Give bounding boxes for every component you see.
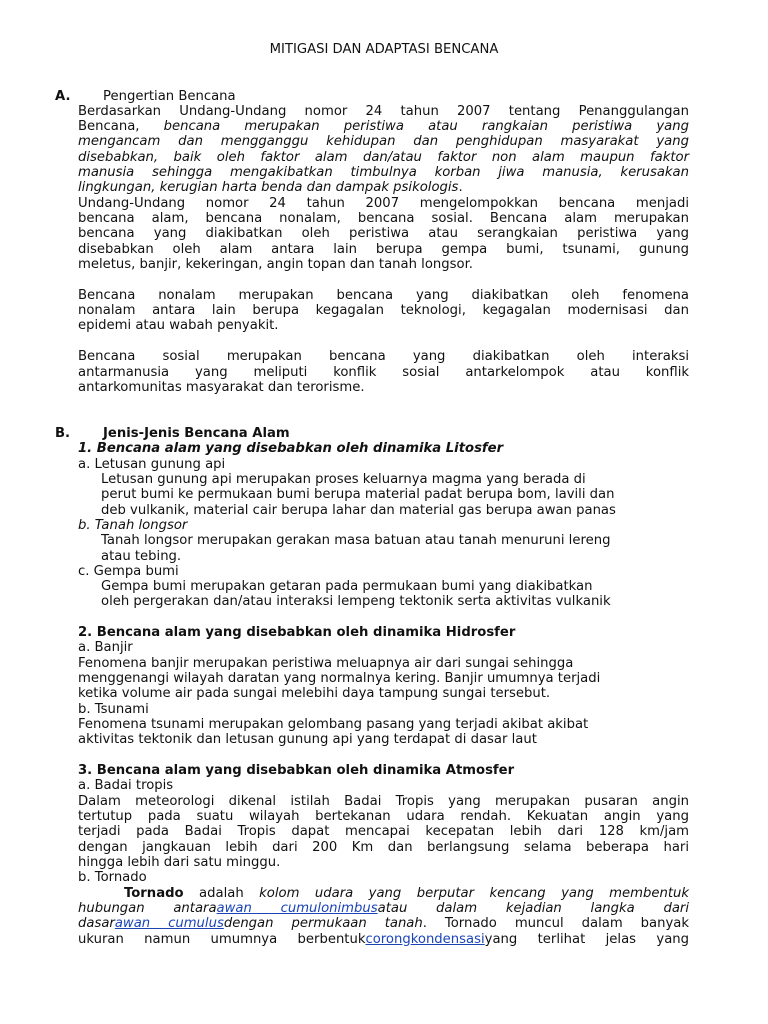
para2-line1: Undang-Undang nomor 24 tahun 2007 mengelompokkan bencana menjadi (78, 196, 689, 211)
subsection-2-heading: 2. Bencana alam yang disebabkan oleh dinamika Hidrosfer (78, 625, 516, 640)
item-3a-line2: tertutup pada suatu wilayah bertekanan udara rendah. Kekuatan angin yang (78, 809, 689, 824)
subsection-3-heading: 3. Bencana alam yang disebabkan oleh dinamika Atmosfer (78, 763, 515, 778)
item-2b-line1: Fenomena tsunami merupakan gelombang pasang yang terjadi akibat akibat (78, 717, 589, 732)
item-1c-line1: Gempa bumi merupakan getaran pada permukaan bumi yang diakibatkan (101, 579, 593, 594)
item-1c-line2: oleh pergerakan dan/atau interaksi lempeng tektonik serta aktivitas vulkanik (101, 594, 611, 609)
subsection-1-heading: 1. Bencana alam yang disebabkan oleh dinamika Litosfer (78, 441, 504, 456)
item-3b-line3-italic: dengan permukaan tanah (223, 916, 423, 931)
item-3b-label: b. Tornado (78, 870, 147, 885)
para3-line2: nonalam antara lain berupa kegagalan teknologi, kegagalan modernisasi dan (78, 303, 689, 318)
tornado-term: Tornado (124, 886, 184, 901)
section-b-heading: Jenis-Jenis Bencana Alam (103, 426, 290, 441)
item-3b-line3 (78, 916, 689, 931)
item-3b-line1-text: adalah (183, 886, 260, 901)
item-2a-line1: Fenomena banjir merupakan peristiwa meluapnya air dari sungai sehingga (78, 656, 574, 671)
para1-line2 (78, 119, 689, 134)
para1-line6 (78, 180, 463, 195)
item-1b-line1: Tanah longsor merupakan gerakan masa batuan atau tanah menuruni lereng (101, 533, 611, 548)
para3-line1: Bencana nonalam merupakan bencana yang diakibatkan oleh fenomena (78, 288, 689, 303)
item-3b-line1 (124, 886, 689, 901)
item-3b-line4-start: ukuran namun umumnya berbentuk (78, 932, 366, 947)
para1-line3: mengancam dan mengganggu kehidupan dan penghidupan masyarakat yang (78, 134, 689, 149)
para1-line2-italic: bencana merupakan peristiwa atau rangkaian peristiwa yang (163, 119, 689, 134)
item-3b-line1-italic: kolom udara yang berputar kencang yang membentuk (259, 886, 689, 901)
kondensasi-link[interactable]: kondensasi (410, 932, 485, 947)
item-3b-line3-start: dasar (78, 916, 115, 931)
document-title: MITIGASI DAN ADAPTASI BENCANA (269, 42, 499, 57)
section-a-heading: Pengertian Bencana (103, 89, 236, 104)
item-3a-line3: terjadi pada Badai Tropis dapat mencapai kecepatan lebih dari 128 km/jam (78, 824, 689, 839)
para3-line3: epidemi atau wabah penyakit. (78, 318, 279, 333)
item-2b-line2: aktivitas tektonik dan letusan gunung api yang terdapat di dasar laut (78, 732, 537, 747)
item-3b-line4 (78, 932, 689, 947)
para1-line4: disebabkan, baik oleh faktor alam dan/atau faktor non alam maupun faktor (78, 150, 689, 165)
item-3b-line2-start: hubungan antara (78, 901, 217, 916)
item-3a-label: a. Badai tropis (78, 778, 174, 793)
item-3a-line4: dengan jangkauan lebih dari 200 Km dan berlangsung selama beberapa hari (78, 840, 689, 855)
item-3a-line1: Dalam meteorologi dikenal istilah Badai Tropis yang merupakan pusaran angin (78, 794, 689, 809)
para2-line4: disebabkan oleh alam antara lain berupa gempa bumi, tsunami, gunung (78, 242, 689, 257)
item-3b-line4-end: yang terlihat jelas yang (484, 932, 689, 947)
item-1b-label: b. Tanah longsor (78, 518, 188, 533)
item-2a-line3: ketika volume air pada sungai melebihi daya tampung sungai tersebut. (78, 686, 551, 701)
para2-line5: meletus, banjir, kekeringan, angin topan dan tanah longsor. (78, 257, 473, 272)
item-1a-line1: Letusan gunung api merupakan proses keluarnya magma yang berada di (101, 472, 586, 487)
item-3b-line2 (78, 901, 689, 916)
para4-line1: Bencana sosial merupakan bencana yang diakibatkan oleh interaksi (78, 349, 689, 364)
section-a-marker: A. (55, 89, 71, 104)
para1-line6-italic: lingkungan, kerugian harta benda dan dampak psikologis (78, 180, 459, 195)
item-3b-line2-end: atau dalam kejadian langka dari (377, 901, 689, 916)
para2-line2: bencana alam, bencana nonalam, bencana sosial. Bencana alam merupakan (78, 211, 689, 226)
cumulus-link[interactable]: awan cumulus (114, 916, 224, 931)
section-b-marker: B. (55, 426, 71, 441)
item-2a-label: a. Banjir (78, 640, 133, 655)
item-1a-line2: perut bumi ke permukaan bumi berupa material padat berupa bom, lavili dan (101, 487, 615, 502)
para1-line2-text: Bencana, (78, 119, 164, 134)
para2-line3: bencana yang diakibatkan oleh peristiwa atau serangkaian peristiwa yang (78, 226, 689, 241)
item-2a-line2: menggenangi wilayah daratan yang normalnya kering. Banjir umumnya terjadi (78, 671, 601, 686)
item-3a-line5: hingga lebih dari satu minggu. (78, 855, 281, 870)
corong-link[interactable]: corong (365, 932, 411, 947)
item-1c-label: c. Gempa bumi (78, 564, 179, 579)
item-1b-line2: atau tebing. (101, 549, 182, 564)
para4-line3: antarkomunitas masyarakat dan terorisme. (78, 380, 365, 395)
para1-line6-end: . (458, 180, 463, 195)
item-1a-line3: deb vulkanik, material cair berupa lahar dan material gas berupa awan panas (101, 503, 616, 518)
para1-line1: Berdasarkan Undang-Undang nomor 24 tahun 2007 tentang Penanggulangan (78, 104, 689, 119)
para4-line2: antarmanusia yang meliputi konflik sosial antarkelompok atau konflik (78, 365, 689, 380)
item-2b-label: b. Tsunami (78, 702, 149, 717)
item-3b-line3-end: . Tornado muncul dalam banyak (422, 916, 689, 931)
cumulonimbus-link[interactable]: awan cumulonimbus (216, 901, 378, 916)
item-1a-label: a. Letusan gunung api (78, 457, 226, 472)
para1-line5: manusia sehingga mengakibatkan timbulnya korban jiwa manusia, kerusakan (78, 165, 689, 180)
